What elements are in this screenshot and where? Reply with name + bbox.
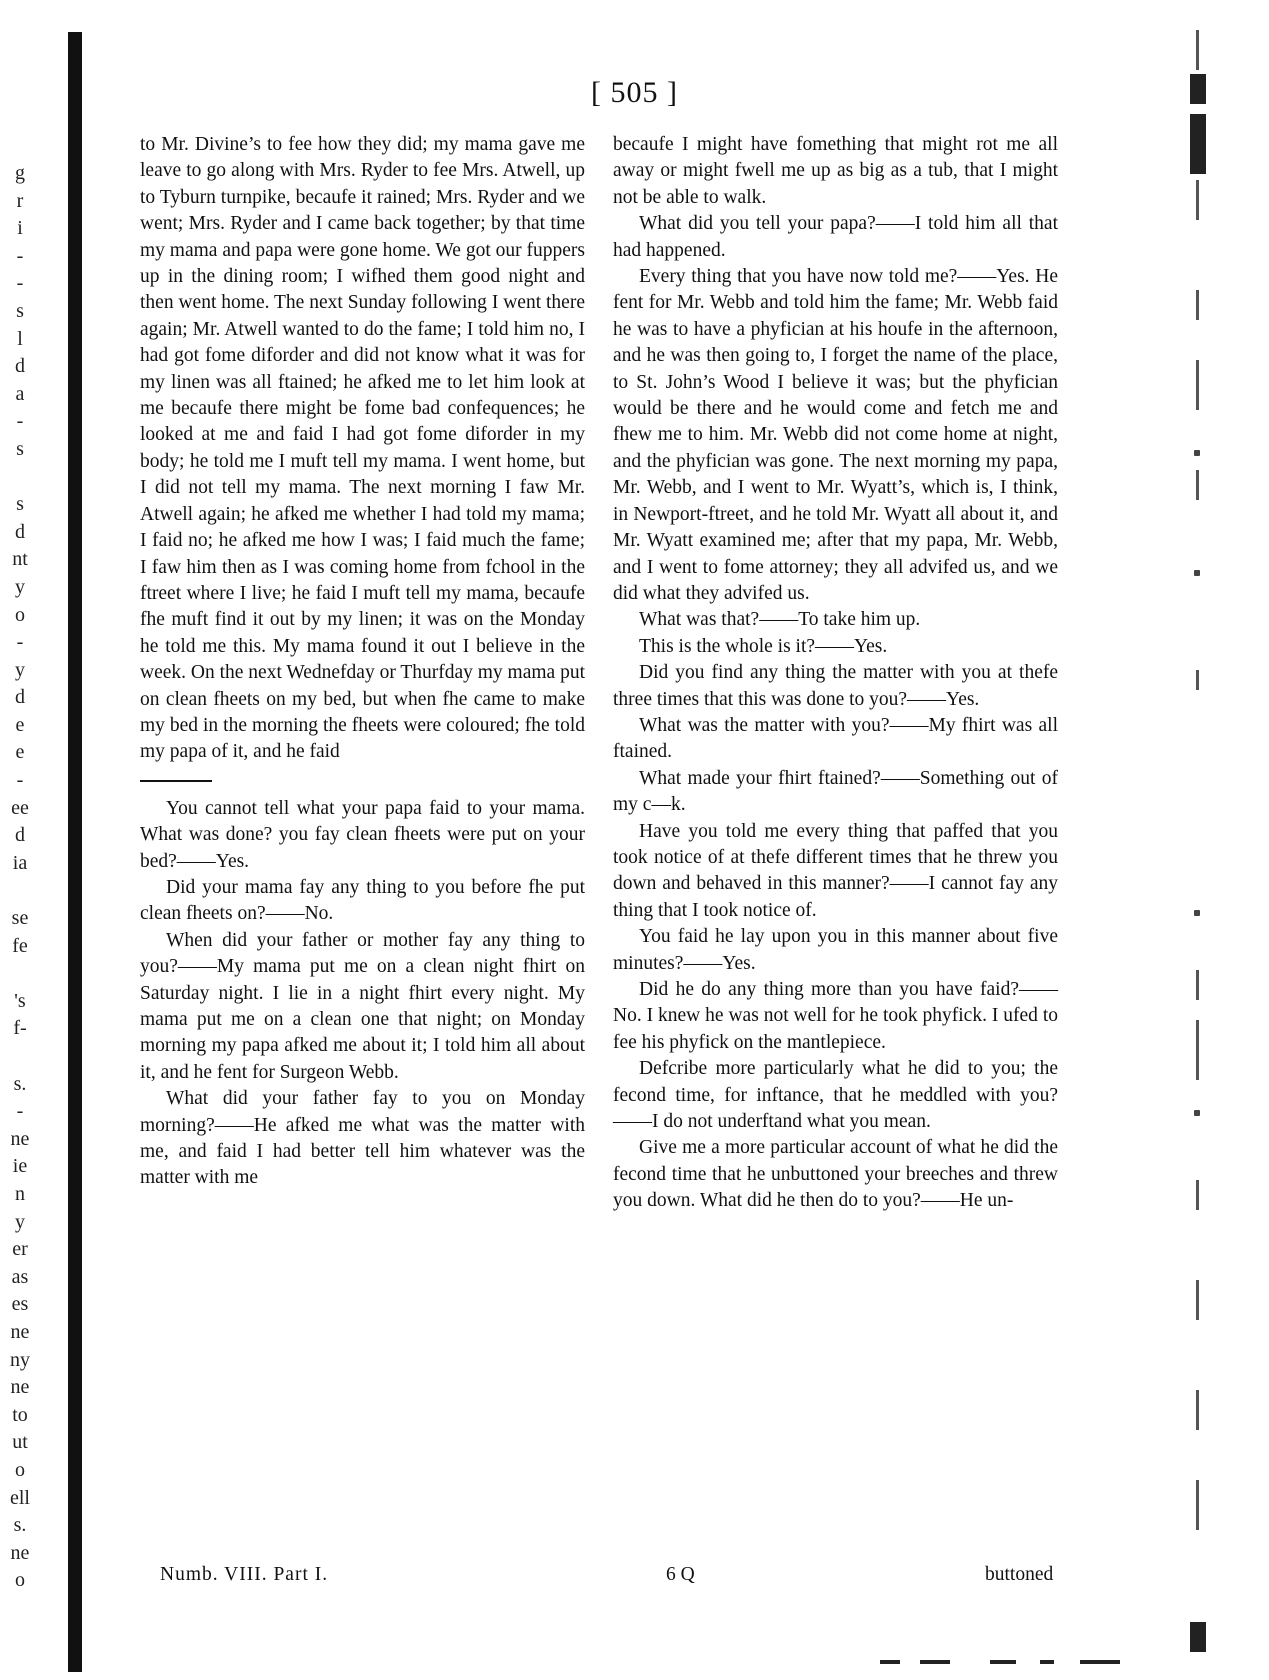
bleed-fragment: ne bbox=[10, 1376, 30, 1399]
right-margin-marks bbox=[1186, 30, 1226, 1650]
bleed-fragment: er bbox=[12, 1238, 28, 1261]
bleed-fragment: ne bbox=[10, 1541, 30, 1564]
left-column bbox=[140, 132, 585, 1192]
bleed-fragment: ee bbox=[11, 796, 29, 819]
paragraph: You cannot tell what your papa faid to your mama. What was done? you fay clean fheets were put on your bed?——Yes. bbox=[140, 797, 585, 872]
right-column bbox=[613, 132, 1058, 1215]
bleed-fragment: n bbox=[15, 1182, 25, 1205]
bleed-fragment: y bbox=[15, 1210, 25, 1233]
bleed-fragment: - bbox=[16, 631, 24, 654]
paragraph: Have you told me every thing that paffed that you took notice of at thefe different times that he threw you down and behaved in this manner?——I cannot fay any thing that I took notice of. bbox=[613, 820, 1058, 921]
paragraph: What did your father fay to you on Monday morning?——He afked me what was the matter with me, and faid I had better tell him whatever was the matter with me bbox=[140, 1088, 585, 1189]
bleed-fragment: d bbox=[15, 824, 25, 847]
bleed-fragment: s bbox=[16, 299, 24, 322]
bleed-fragment: fe bbox=[12, 934, 28, 957]
bleed-fragment: s. bbox=[13, 1072, 27, 1095]
bleed-fragment: se bbox=[11, 907, 29, 930]
paragraph: You faid he lay upon you in this manner about five minutes?——Yes. bbox=[613, 926, 1058, 974]
bleed-fragment: d bbox=[15, 520, 25, 543]
bleed-fragment: ell bbox=[10, 1486, 30, 1509]
bleed-fragment: i bbox=[17, 217, 23, 240]
bleed-fragment: e bbox=[15, 741, 25, 764]
paragraph: Did your mama fay any thing to you before fhe put clean fheets on?——No. bbox=[140, 876, 585, 925]
bleed-fragment: s bbox=[16, 437, 24, 460]
bleed-fragment: as bbox=[11, 1265, 29, 1288]
bleed-fragment: 's bbox=[14, 989, 26, 1012]
bleed-fragment: ia bbox=[12, 851, 28, 874]
bleed-fragment: to bbox=[12, 1403, 28, 1426]
bleed-fragment: - bbox=[16, 244, 24, 267]
paragraph: to Mr. Divine’s to fee how they did; my mama gave me leave to go along with Mrs. Ryder to fee Mrs. Atwell, up to Tyburn turnpike, becaufe it rained; Mrs. Ryder and we went; Mrs. Ryder and I came back together; by that time my mama and papa were gone home. We got our fuppers up in the dining room; I wifhed them good night and then went home. The next Sunday following I went there again; Mr. Atwell wanted to do the fame; I told him no, I had got fome diforder and did not know what it was for my linen was all ftained; he afked me to let him look at me becaufe there might be fome bad confequences; he looked at me and faid I had got fome diforder in my body; he told me I muft tell my mama. I went home, but I did not tell my mama. The next morning I faw Mr. Atwell again; he afked me whether I had told my mama; I faid no; he afked me how I was; I faid much the fame; I faw him then as I was coming home from fchool in the ftreet where I live; he faid I muft tell my mama, becaufe fhe muft find it out by my linen; it was on the Monday he told me this. My mama found it out I believe in the week. On the next Wednefday or Thurfday my mama put on clean fheets on my bed, but when fhe came to make my bed in the morning the fheets were coloured; fhe told my papa of it, and he faid bbox=[140, 134, 585, 763]
paragraph: What made your fhirt ftained?——Something out of my c—k. bbox=[613, 767, 1058, 816]
bleed-fragment: - bbox=[16, 1100, 24, 1123]
bottom-edge-marks bbox=[880, 1660, 1160, 1666]
bleed-fragment bbox=[0, 877, 40, 905]
paragraph: This is the whole is it?——Yes. bbox=[639, 635, 888, 657]
bleed-fragment: y bbox=[15, 658, 25, 681]
paragraph: Every thing that you have now told me?——Yes. He fent for Mr. Webb and told him the fame; Mr. Webb faid he was to have a phyfician at his houfe in the afternoon, and he was then going to, I forget the name of the place, to St. John’s Wood I believe it was; but the phyfician would be there and he would come and fetch me and fhew me to him. Mr. Webb did not come home at night, and the phyfician was gone. The next morning my papa, Mr. Webb, and I went to Mr. Wyatt’s, which is, I think, in Newport-ftreet, and he told Mr. Wyatt all about it, and Mr. Wyatt examined me; after that my papa, Mr. Webb, and I went to fome attorney; they all advifed us, and we did what they advifed us. bbox=[613, 266, 1058, 604]
bleed-fragment: o bbox=[15, 1458, 25, 1481]
binding-gutter bbox=[68, 32, 82, 1672]
bleed-fragment: ut bbox=[12, 1431, 28, 1454]
facing-page-bleed bbox=[0, 160, 40, 1595]
bleed-fragment: nt bbox=[12, 548, 28, 571]
bleed-fragment: - bbox=[16, 769, 24, 792]
bleed-fragment: s bbox=[16, 493, 24, 516]
signature-mark: 6 Q bbox=[666, 1564, 695, 1585]
paragraph: When did your father or mother fay any thing to you?——My mama put me on a clean night fhirt on Saturday night. I lie in a night fhirt every night. My mama put me on a clean one that night; on Monday morning my papa afked me about it; I told him all about it, and he fent for Surgeon Webb. bbox=[140, 929, 585, 1083]
bleed-fragment: - bbox=[16, 272, 24, 295]
bleed-fragment: ne bbox=[10, 1127, 30, 1150]
catchword: buttoned bbox=[985, 1564, 1054, 1585]
bleed-fragment bbox=[0, 464, 40, 492]
paragraph: becaufe I might have fomething that might rot me all away or might fwell me up as big as a tub, that I might not be able to walk. bbox=[613, 134, 1058, 208]
bleed-fragment: d bbox=[15, 686, 25, 709]
paragraph: Defcribe more particularly what he did to you; the fecond time, for inftance, that he meddled with you?——I do not underftand what you mean. bbox=[613, 1058, 1058, 1133]
bleed-fragment: o bbox=[15, 1569, 25, 1592]
paragraph: What was that?——To take him up. bbox=[639, 609, 921, 631]
bleed-fragment: g bbox=[15, 162, 25, 184]
paragraph: What did you tell your papa?——I told him all that had happened. bbox=[613, 213, 1058, 261]
bleed-fragment bbox=[0, 1043, 40, 1071]
bleed-fragment: ie bbox=[12, 1155, 28, 1178]
bleed-fragment: l bbox=[17, 327, 23, 350]
bleed-fragment: y bbox=[15, 575, 25, 598]
bleed-fragment: a bbox=[15, 382, 25, 405]
bleed-fragment: o bbox=[15, 603, 25, 626]
bleed-fragment: - bbox=[16, 410, 24, 433]
paragraph: What was the matter with you?——My fhirt was all ftained. bbox=[613, 714, 1058, 763]
bleed-fragment: e bbox=[15, 713, 25, 736]
bleed-fragment: r bbox=[16, 189, 24, 212]
paragraph: Did you find any thing the matter with you at thefe three times that this was done to you?——Yes. bbox=[613, 662, 1058, 710]
paragraph: Did he do any thing more than you have faid?——No. I knew he was not well for he took phyfick. I ufed to fee his phyfick on the mantlepiece. bbox=[613, 979, 1058, 1053]
bleed-fragment: d bbox=[15, 355, 25, 378]
bleed-fragment: s. bbox=[13, 1514, 27, 1537]
bleed-fragment: ne bbox=[10, 1320, 30, 1343]
page-number: [ 505 ] bbox=[591, 76, 678, 109]
signature-line: Numb. VIII. Part I. bbox=[160, 1564, 329, 1585]
bleed-fragment: ny bbox=[10, 1348, 30, 1371]
bleed-fragment: f- bbox=[13, 1017, 27, 1040]
paragraph: Give me a more particular account of what he did the fecond time that he unbuttoned your breeches and threw you down. What did he then do to you?——He un- bbox=[613, 1137, 1058, 1212]
bleed-fragment bbox=[0, 960, 40, 988]
section-rule bbox=[140, 780, 212, 782]
bleed-fragment: es bbox=[11, 1293, 29, 1316]
